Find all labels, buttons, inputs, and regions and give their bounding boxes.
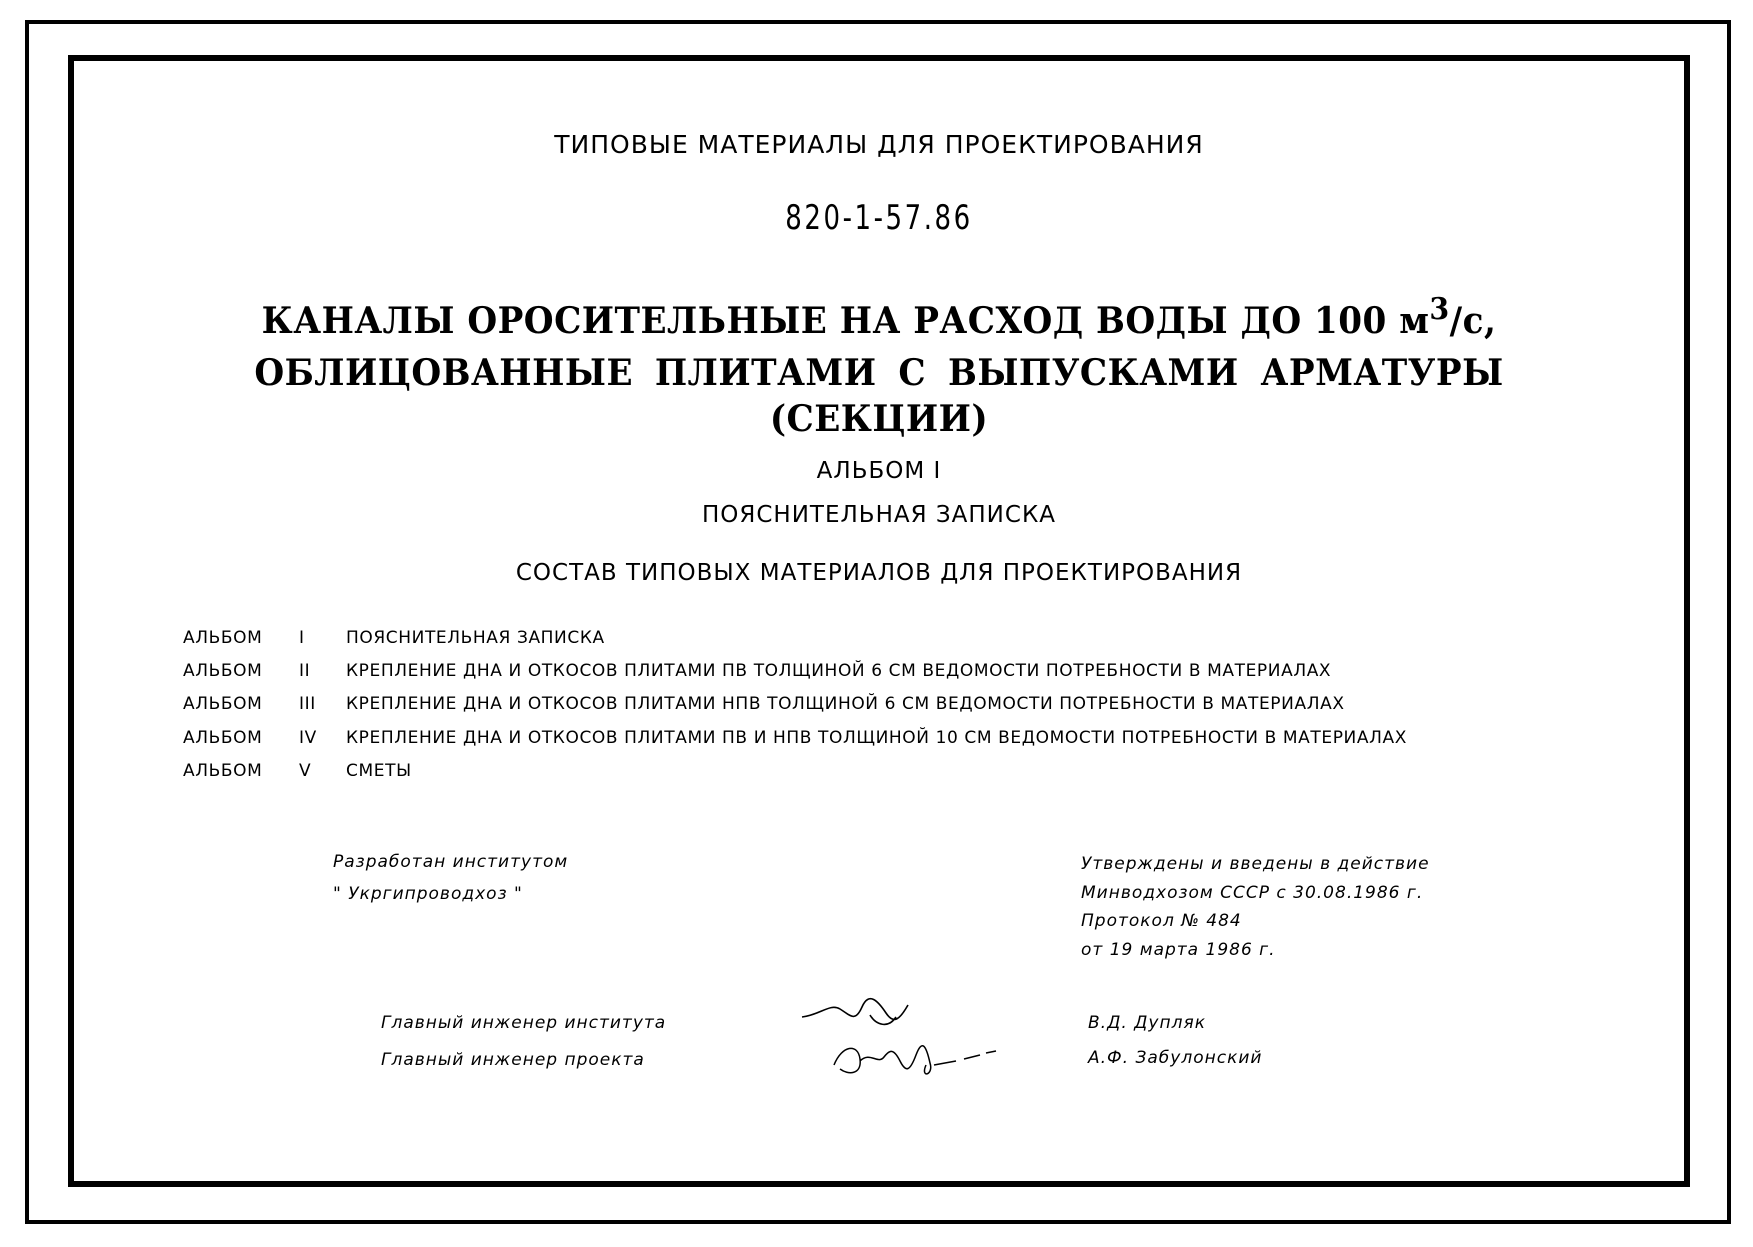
- approval-line-2: Минводхозом СССР с 30.08.1986 г.: [1081, 883, 1424, 903]
- album-row-number: II: [299, 661, 311, 681]
- signatory-name: А.Ф. Забулонский: [1088, 1048, 1263, 1068]
- title-line-1: [109, 292, 1650, 342]
- composition-title: СОСТАВ ТИПОВЫХ МАТЕРИАЛОВ ДЛЯ ПРОЕКТИРОВАНИЯ: [515, 560, 1243, 586]
- explanatory-note-title: ПОЯСНИТЕЛЬНАЯ ЗАПИСКА: [701, 502, 1057, 528]
- document-header: ТИПОВЫЕ МАТЕРИАЛЫ ДЛЯ ПРОЕКТИРОВАНИЯ: [554, 130, 1204, 159]
- signature-zabulonsky-icon: [830, 1035, 1000, 1085]
- album-row-label: АЛЬБОМ: [183, 728, 263, 748]
- approval-date: от 19 марта 1986 г.: [1081, 940, 1276, 960]
- album-row-text: ПОЯСНИТЕЛЬНАЯ ЗАПИСКА: [346, 628, 605, 648]
- document-code: 820-1-57.86: [785, 198, 973, 238]
- approval-protocol: Протокол № 484: [1081, 911, 1242, 931]
- album-row-text: КРЕПЛЕНИЕ ДНА И ОТКОСОВ ПЛИТАМИ НПВ ТОЛЩИНОЙ 6 СМ ВЕДОМОСТИ ПОТРЕБНОСТИ В МАТЕРИАЛАХ: [346, 694, 1345, 714]
- album-row-label: АЛЬБОМ: [183, 694, 263, 714]
- developer-institute: " Укргипроводхоз ": [333, 884, 523, 904]
- album-row-number: I: [299, 628, 305, 648]
- album-row-number: III: [299, 694, 316, 714]
- signatory-role: Главный инженер проекта: [381, 1050, 645, 1070]
- album-row-label: АЛЬБОМ: [183, 628, 263, 648]
- album-row-number: V: [299, 761, 312, 781]
- title-line-1-superscript: 3: [1429, 292, 1450, 327]
- title-line-1-tail: /с,: [1449, 300, 1497, 342]
- album-row-label: АЛЬБОМ: [183, 661, 263, 681]
- album-row-text: СМЕТЫ: [346, 761, 412, 781]
- title-line-3: (СЕКЦИИ): [769, 398, 989, 440]
- title-line-2: ОБЛИЦОВАННЫЕ ПЛИТАМИ С ВЫПУСКАМИ АРМАТУРЫ: [254, 352, 1504, 394]
- album-label: АЛЬБОМ I: [816, 458, 942, 484]
- title-line-1-main: КАНАЛЫ ОРОСИТЕЛЬНЫЕ НА РАСХОД ВОДЫ ДО 100 м: [261, 300, 1430, 342]
- signatory-name: В.Д. Дупляк: [1088, 1013, 1206, 1033]
- signature-dupliak-icon: [800, 995, 930, 1035]
- approval-line-1: Утверждены и введены в действие: [1081, 854, 1430, 874]
- album-row-text: КРЕПЛЕНИЕ ДНА И ОТКОСОВ ПЛИТАМИ ПВ И НПВ ТОЛЩИНОЙ 10 СМ ВЕДОМОСТИ ПОТРЕБНОСТИ В МАТЕРИАЛАХ: [346, 728, 1407, 748]
- album-row-label: АЛЬБОМ: [183, 761, 263, 781]
- album-row-text: КРЕПЛЕНИЕ ДНА И ОТКОСОВ ПЛИТАМИ ПВ ТОЛЩИНОЙ 6 СМ ВЕДОМОСТИ ПОТРЕБНОСТИ В МАТЕРИАЛАХ: [346, 661, 1332, 681]
- developed-by-label: Разработан институтом: [333, 852, 569, 872]
- signatory-role: Главный инженер института: [381, 1013, 667, 1033]
- album-row-number: IV: [299, 728, 317, 748]
